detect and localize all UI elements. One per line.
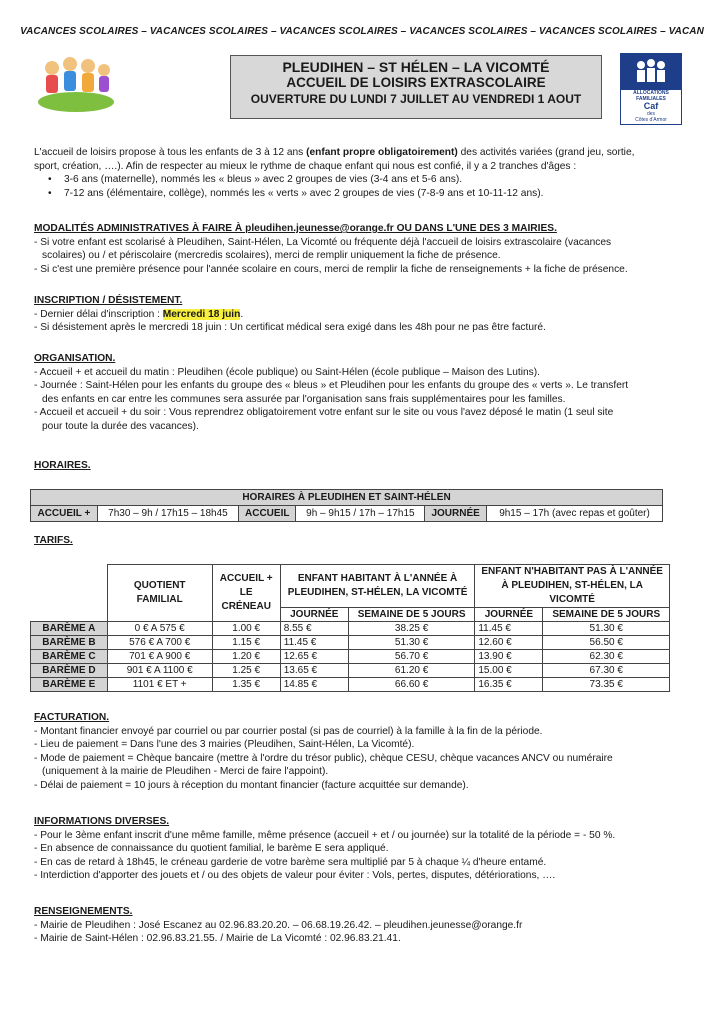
infos-heading: INFORMATIONS DIVERSES. [34,816,170,827]
facturation-heading: FACTURATION. [34,712,110,723]
modalites-line-1: - Si votre enfant est scolarisé à Pleudihen, Saint-Hélen, La Vicomté ou fréquente déjà l'accueil de loisirs extrascolaire (vacances [34,236,612,248]
bareme-nhab-semaine: 51.30 € [543,622,670,636]
bareme-qf: 1101 € ET + [107,678,212,692]
horaires-accueil-label: ACCUEIL [239,506,296,522]
facturation-line-4: (uniquement à la mairie de Pleudihen - Merci de faire l'appoint). [42,766,329,778]
horaires-journee-hours: 9h15 – 17h (avec repas et goûter) [487,506,663,522]
horaires-table [30,489,663,522]
bareme-hab-semaine: 61.20 € [348,664,475,678]
infos-line-2: - En absence de connaissance du quotient familial, le barème E sera appliqué. [34,843,389,855]
horaires-heading: HORAIRES. [34,460,91,471]
bareme-qf: 701 € A 900 € [107,650,212,664]
bareme-hab-journee: 13.65 € [280,664,348,678]
bareme-nhab-semaine: 56.50 € [543,636,670,650]
caf-line-2: FAMILIALES [636,96,666,102]
intro-text-b: (enfant propre obligatoirement) [306,147,458,158]
tarifs-row [31,678,670,692]
organisation-line-4: - Accueil et accueil + du soir : Vous reprendrez obligatoirement votre enfant sur le site ou vous l'avez déposé le matin (1 seul site [34,407,614,419]
horaires-journee-label: JOURNÉE [425,506,487,522]
horaires-accueil-hours: 9h – 9h15 / 17h – 17h15 [296,506,425,522]
modalites-section [34,222,694,276]
bareme-qf: 576 € A 700 € [107,636,212,650]
tarifs-row [31,622,670,636]
organisation-line-2: - Journée : Saint-Hélen pour les enfants du groupe des « bleus » et Pleudihen pour les enfants du groupe des « verts ». Le transfert [34,380,629,392]
inscription-heading: INSCRIPTION / DÉSISTEMENT. [34,295,183,306]
bareme-qf: 0 € A 575 € [107,622,212,636]
intro-bullet-1: 3-6 ans (maternelle), nommés les « bleus » avec 2 groupes de vies (3-4 ans et 5-6 ans). [64,174,463,186]
bareme-accueil: 1.15 € [212,636,280,650]
bareme-nhab-journee: 15.00 € [475,664,543,678]
bareme-hab-journee: 12.65 € [280,650,348,664]
inscription-section [34,294,694,335]
modalites-line-3: - Si c'est une première présence pour l'année scolaire en cours, merci de remplir la fiche de renseignements + la fiche de présence. [34,263,628,275]
infos-line-1: - Pour le 3ème enfant inscrit d'une même famille, même présence (accueil + et / ou journée) sur la totalité de la période = - 50 %. [34,829,616,841]
bareme-hab-journee: 8.55 € [280,622,348,636]
facturation-line-1: - Montant financier envoyé par courriel ou par courrier postal (si pas de courriel) à la famille à la fin de la période. [34,725,543,737]
intro-text-2: sport, création, ….). Afin de respecter au mieux le rythme de chaque enfant qui nous est confié, il y a 2 tranches d'âges : [34,160,577,172]
bareme-accueil: 1.20 € [212,650,280,664]
bareme-label: BARÈME A [31,622,108,636]
facturation-line-2: - Lieu de paiement = Dans l'une des 3 mairies (Pleudihen, Saint-Hélen, La Vicomté). [34,739,415,751]
infos-section [34,815,694,883]
bareme-accueil: 1.00 € [212,622,280,636]
bareme-nhab-semaine: 73.35 € [543,678,670,692]
title-line-1: PLEUDIHEN – ST HÉLEN – LA VICOMTÉ [282,59,550,75]
bareme-label: BARÈME D [31,664,108,678]
tarifs-header-nhab-journee: JOURNÉE [475,608,543,622]
caf-line-1: ALLOCATIONS [633,90,669,96]
organisation-line-1: - Accueil + et accueil du matin : Pleudihen (école publique) ou Saint-Hélen (école publique – Maison des Lutins). [34,366,540,378]
bareme-qf: 901 € A 1100 € [107,664,212,678]
bareme-hab-journee: 11.45 € [280,636,348,650]
banner: VACANCES SCOLAIRES – VACANCES SCOLAIRES – VACANCES SCOLAIRES – VACANCES SCOLAIRES – VACANCES SCOLAIRES – VACAN [20,26,704,37]
organisation-heading: ORGANISATION. [34,353,116,364]
renseignements-line-1: - Mairie de Pleudihen : José Escanez au 02.96.83.20.20. – 06.68.19.26.42. – pleudihen.jeunesse@orange.fr [34,919,523,931]
intro-text-c: des activités variées (grand jeu, sortie, [457,147,635,158]
bareme-nhab-journee: 12.60 € [475,636,543,650]
horaires-accueil-plus-hours: 7h30 – 9h / 17h15 – 18h45 [97,506,238,522]
tarifs-header-hab-journee: JOURNÉE [280,608,348,622]
inscription-deadline-date: Mercredi 18 juin [162,308,241,320]
bareme-nhab-semaine: 67.30 € [543,664,670,678]
modalites-heading: MODALITÉS ADMINISTRATIVES À FAIRE À pleudihen.jeunesse@orange.fr OU DANS L'UNE DES 3 MAIRIES. [34,223,557,234]
renseignements-heading: RENSEIGNEMENTS. [34,906,133,917]
horaires-table-title: HORAIRES À PLEUDIHEN ET SAINT-HÉLEN [31,490,663,506]
tarifs-header-habitant: ENFANT HABITANT À L'ANNÉE À PLEUDIHEN, ST-HÉLEN, LA VICOMTÉ [280,565,475,608]
bareme-nhab-journee: 13.90 € [475,650,543,664]
bareme-accueil: 1.35 € [212,678,280,692]
tarifs-header-nhab-semaine: SEMAINE DE 5 JOURS [543,608,670,622]
caf-family-icon [631,57,671,87]
bareme-hab-semaine: 66.60 € [348,678,475,692]
tarifs-table [30,564,670,692]
organisation-line-3: des enfants en car entre les communes sera assurée par l'organisation sans frais supplémentaires pour les familles. [42,393,566,405]
bareme-accueil: 1.25 € [212,664,280,678]
tarifs-header-hab-semaine: SEMAINE DE 5 JOURS [348,608,475,622]
horaires-accueil-plus-label: ACCUEIL + [31,506,98,522]
bareme-nhab-semaine: 62.30 € [543,650,670,664]
bareme-label: BARÈME C [31,650,108,664]
bareme-nhab-journee: 11.45 € [475,622,543,636]
renseignements-line-2: - Mairie de Saint-Hélen : 02.96.83.21.55. / Mairie de La Vicomté : 02.96.83.21.41. [34,933,401,945]
caf-logo [620,53,682,125]
title-line-2: ACCUEIL DE LOISIRS EXTRASCOLAIRE [286,75,546,90]
bareme-hab-semaine: 56.70 € [348,650,475,664]
facturation-line-5: - Délai de paiement = 10 jours à réception du montant financier (facture acquittée sur demande). [34,779,469,791]
children-illustration [34,50,118,114]
organisation-section [34,352,694,434]
inscription-line-2: - Si désistement après le mercredi 18 juin : Un certificat médical sera exigé dans les 48h pour ne pas être facturé. [34,322,546,334]
intro-text-a: L'accueil de loisirs propose à tous les enfants de 3 à 12 ans [34,147,307,158]
bareme-nhab-journee: 16.35 € [475,678,543,692]
bareme-label: BARÈME B [31,636,108,650]
bareme-hab-semaine: 51.30 € [348,636,475,650]
bareme-label: BARÈME E [31,678,108,692]
organisation-line-5: pour toute la durée des vacances). [42,420,199,432]
tarifs-row [31,650,670,664]
facturation-line-3: - Mode de paiement = Chèque bancaire (mettre à l'ordre du trésor public), chèque CESU, chèque vacances ANCV ou numéraire [34,752,613,764]
infos-line-3: - En cas de retard à 18h45, le créneau garderie de votre barème sera multiplié par 5 à chaque ¼ d'heure entamé. [34,856,547,868]
renseignements-section [34,905,694,946]
inscription-deadline-end: . [240,308,244,320]
caf-brand: Caf [643,101,659,111]
caf-line-4: Côtes d'Armor [635,117,667,123]
infos-line-4: - Interdiction d'apporter des jouets et / ou des objets de valeur pour éviter : Vols, pertes, disputes, détériorations, …. [34,870,556,882]
intro-bullet-2: 7-12 ans (élémentaire, collège), nommés les « verts » avec 2 groupes de vies (7-8-9 ans et 10-11-12 ans). [64,187,544,199]
caf-line-3: des [646,111,656,117]
tarifs-row [31,636,670,650]
title-line-3: OUVERTURE DU LUNDI 7 JUILLET AU VENDREDI 1 AOUT [250,92,582,106]
tarifs-heading: TARIFS. [34,535,73,546]
tarifs-header-accueil: ACCUEIL + LE CRÉNEAU [212,565,280,622]
tarifs-row [31,664,670,678]
title-box [230,55,602,119]
tarifs-header-non-habitant: ENFANT N'HABITANT PAS À L'ANNÉE À PLEUDIHEN, ST-HÉLEN, LA VICOMTÉ [475,565,670,608]
tarifs-header-qf: QUOTIENT FAMILIAL [107,565,212,622]
tarifs-section [34,534,694,548]
intro-section: L'accueil de loisirs propose à tous les enfants de 3 à 12 ans (enfant propre obligatoirement) des activités variées (grand jeu, sortie, sport, création, ….). Afin de respecter au mieux le rythme de chaque enfant qui nous est confié, il y a 2 tranches d'âges : • 3-6 ans (maternelle), nommés les « bleus » avec 2 groupes de vies (3-4 ans et 5-6 ans). • 7-12 ans (élémentaire, collège), nommés les « verts » avec 2 groupes de vies (7-8-9 ans et 10-11-12 ans). [34,146,694,200]
modalites-line-2: scolaires) ou / et périscolaire (mercredis scolaires), merci de remplir uniquement la fiche de présence. [42,250,501,262]
horaires-section [34,459,694,473]
bareme-hab-journee: 14.85 € [280,678,348,692]
bareme-hab-semaine: 38.25 € [348,622,475,636]
facturation-section [34,711,694,793]
inscription-deadline-label: - Dernier délai d'inscription : [34,308,163,320]
